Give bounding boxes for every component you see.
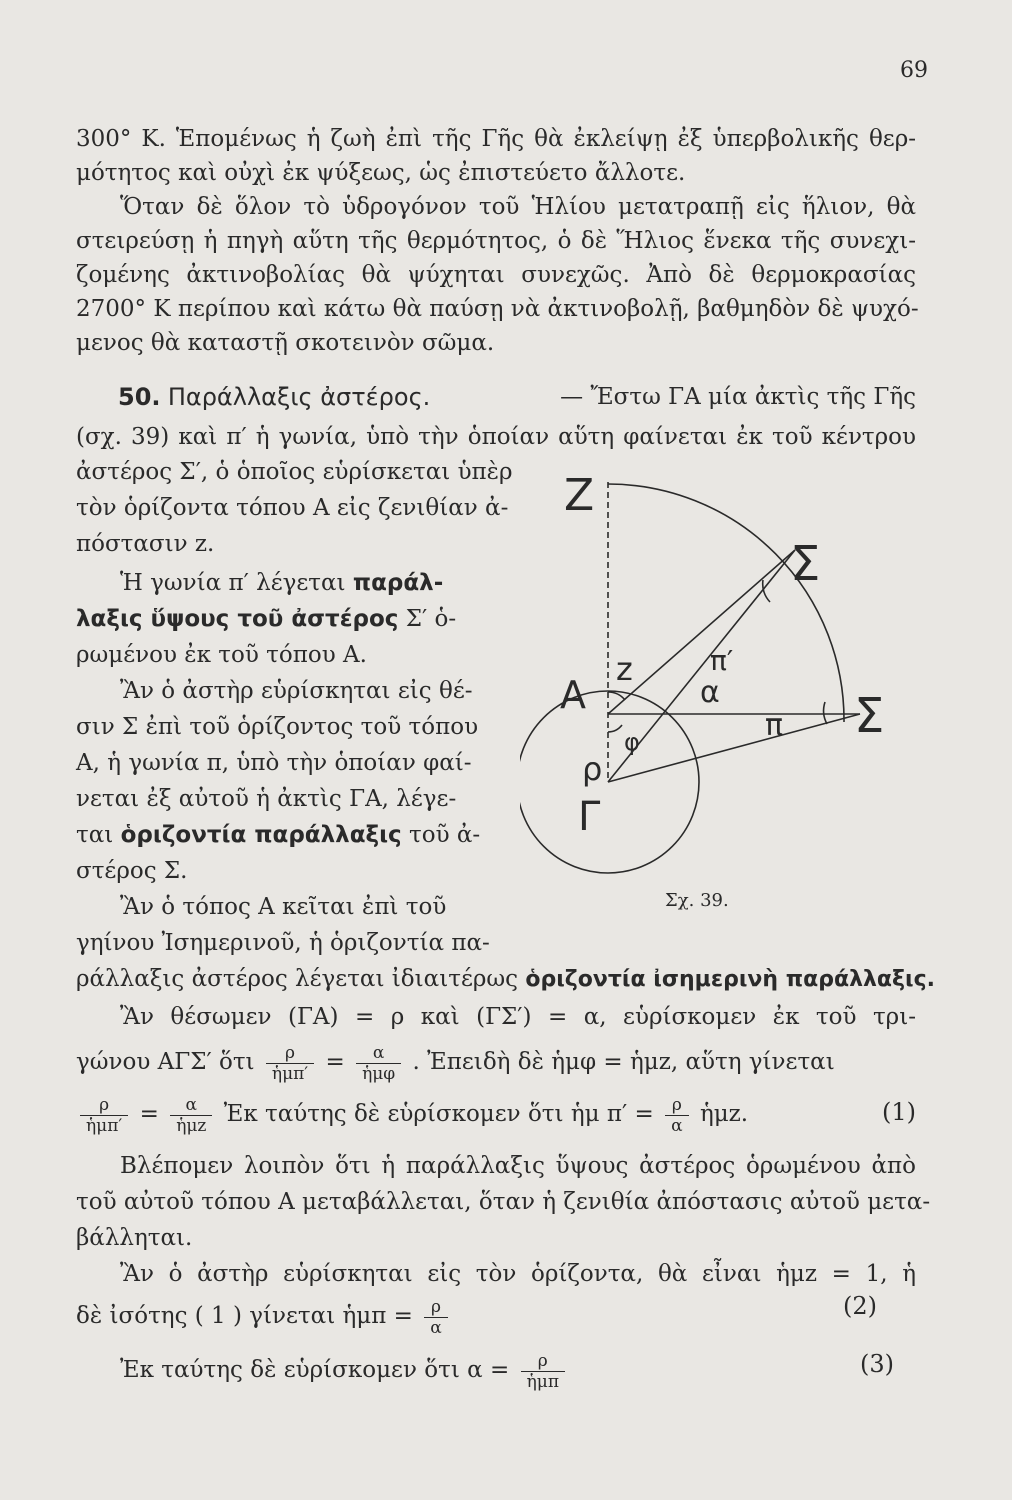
fraction-numerator: ρ — [521, 1351, 565, 1372]
fraction-numerator: ρ — [80, 1095, 128, 1116]
fraction-numerator: ρ — [266, 1043, 314, 1064]
text-span: — Ἔστω ΓΑ μία ἀκτὶς τῆς Γῆς — [560, 384, 916, 410]
text-line: ρωμένου ἐκ τοῦ τόπου Α. — [76, 642, 367, 668]
page-number: 69 — [900, 58, 928, 83]
fig-label: z — [616, 650, 633, 688]
fig-label: π — [765, 708, 784, 743]
text-span: Ἐκ ταύτης δὲ εὑρίσκομεν ὅτι α = — [120, 1357, 510, 1383]
equals-sign: = — [325, 1049, 345, 1075]
fraction — [170, 1095, 212, 1136]
text-line: 2700° Κ περίπου καὶ κάτω θὰ παύσῃ νὰ ἀκτινοβολῇ, βαθμηδὸν δὲ ψυχό- — [76, 296, 919, 322]
fig-label: Σ — [854, 688, 885, 744]
fraction — [424, 1297, 447, 1338]
text-line: τοῦ αὐτοῦ τόπου Α μεταβάλλεται, ὅταν ἡ ζενιθία ἀπόστασις αὐτοῦ μετα- — [76, 1189, 931, 1215]
fig-label: φ — [624, 728, 640, 756]
formula-line — [76, 1040, 916, 1084]
fraction-denominator: α — [430, 1317, 442, 1338]
text-line: γηίνου Ἰσημερινοῦ, ἡ ὁριζοντία πα- — [76, 930, 490, 956]
text-span: Σ′ ὁ- — [405, 606, 457, 632]
fig-label: Γ — [578, 794, 601, 840]
text-line: μενος θὰ καταστῇ σκοτεινὸν σῶμα. — [76, 330, 495, 356]
text-line: Ἂν ὁ ἀστὴρ εὑρίσκηται εἰς τὸν ὁρίζοντα, θὰ εἶναι ἡμz = 1, ἡ — [120, 1261, 916, 1287]
term-bold: ὁριζοντία ἰσημερινὴ παράλλαξις. — [525, 967, 935, 992]
text-line: ζομένης ἀκτινοβολίας θὰ ψύχηται συνεχῶς. Ἀπὸ δὲ θερμοκρασίας — [76, 262, 916, 288]
text-line: 300° Κ. Ἑπομένως ἡ ζωὴ ἐπὶ τῆς Γῆς θὰ ἐκλείψῃ ἐξ ὑπερβολικῆς θερ- — [76, 126, 916, 152]
text-span: Ἐκ ταύτης δὲ εὑρίσκομεν ὅτι ἡμ π′ = — [223, 1101, 654, 1127]
text-line: τὸν ὁρίζοντα τόπου Α εἰς ζενιθίαν ἀ- — [76, 495, 509, 521]
fraction — [665, 1095, 688, 1136]
text-line: βάλληται. — [76, 1225, 193, 1251]
section-heading-line — [118, 381, 916, 414]
fraction — [521, 1351, 565, 1392]
fraction-numerator: ρ — [665, 1095, 688, 1116]
equation-number: (2) — [843, 1292, 877, 1320]
fig-label: ρ — [582, 750, 603, 788]
text-line: (σχ. 39) καὶ π′ ἡ γωνία, ὑπὸ τὴν ὁποίαν αὕτη φαίνεται ἐκ τοῦ κέντρου — [76, 424, 916, 450]
text-line — [76, 603, 456, 635]
text-span: ται — [76, 822, 114, 848]
angle-arc-phi — [608, 725, 622, 732]
text-line: ἀστέρος Σ′, ὁ ὁποῖος εὑρίσκεται ὑπὲρ — [76, 459, 513, 485]
text-line: μότητος καὶ οὐχὶ ἐκ ψύξεως, ὡς ἐπιστεύετο ἄλλοτε. — [76, 160, 686, 186]
term-bold: ὁριζοντία παράλλαξις — [120, 822, 402, 848]
text-line: πόστασιν z. — [76, 531, 215, 557]
fig-label: A — [560, 673, 586, 717]
fraction — [356, 1043, 401, 1084]
text-line: Α, ἡ γωνία π, ὑπὸ τὴν ὁποίαν φαί- — [76, 750, 472, 776]
text-line: Ὅταν δὲ ὅλον τὸ ὑδρογόνον τοῦ Ἡλίου μετατραπῇ εἰς ἥλιον, θὰ — [120, 194, 916, 220]
text-span: δὲ ἰσότης ( 1 ) γίνεται ἡμπ = — [76, 1303, 413, 1329]
fig-label: Z — [564, 470, 595, 521]
angle-arc-z — [608, 692, 625, 700]
text-span: γώνου ΑΓΣ′ ὅτι — [76, 1049, 255, 1075]
text-span: ράλλαξις ἀστέρος λέγεται ἰδιαιτέρως — [76, 966, 519, 992]
section-number: 50. — [118, 383, 161, 411]
text-span: Ἡ γωνία π′ λέγεται — [120, 570, 346, 596]
fraction-denominator: ἡμπ — [526, 1371, 559, 1392]
fraction-denominator: ἡμφ — [362, 1063, 396, 1084]
text-line: νεται ἐξ αὐτοῦ ἡ ἀκτὶς ΓΑ, λέγε- — [76, 786, 457, 812]
equation-number: (3) — [860, 1350, 894, 1378]
text-line: Ἂν θέσωμεν (ΓΑ) = ρ καὶ (ΓΣ′) = α, εὑρίσκομεν ἐκ τοῦ τρι- — [120, 1004, 916, 1030]
text-line: Ἂν ὁ ἀστὴρ εὑρίσκηται εἰς θέ- — [120, 678, 473, 704]
fraction-denominator: ἡμπ′ — [271, 1063, 309, 1084]
text-line: Βλέπομεν λοιπὸν ὅτι ἡ παράλλαξις ὕψους ἀστέρος ὁρωμένου ἀπὸ — [120, 1153, 916, 1179]
angle-arc-pi — [824, 702, 827, 724]
equals-sign: = — [139, 1101, 159, 1127]
fraction-denominator: α — [671, 1115, 683, 1136]
fig-label: Σ — [790, 536, 821, 592]
figure-39-diagram — [520, 470, 900, 910]
text-line: σιν Σ ἐπὶ τοῦ ὁρίζοντος τοῦ τόπου — [76, 714, 479, 740]
fraction-numerator: α — [170, 1095, 212, 1116]
fraction-numerator: ρ — [424, 1297, 447, 1318]
equation-number: (1) — [882, 1098, 916, 1126]
text-line — [76, 819, 480, 851]
celestial-arc — [608, 484, 844, 722]
text-line: στέρος Σ. — [76, 858, 188, 884]
text-line — [120, 567, 443, 599]
formula-line — [76, 1092, 916, 1136]
fraction-denominator: ἡμπ′ — [86, 1115, 123, 1136]
text-span: . Ἐπειδὴ δὲ ἡμφ = ἡμz, αὕτη γίνεται — [412, 1049, 835, 1075]
section-title: Παράλλαξις ἀστέρος. — [167, 383, 431, 411]
fraction — [80, 1095, 128, 1136]
line-Gamma-sigma — [608, 714, 860, 782]
text-line: στειρεύσῃ ἡ πηγὴ αὕτη τῆς θερμότητος, ὁ δὲ Ἥλιος ἕνεκα τῆς συνεχι- — [76, 228, 916, 254]
term-bold: παράλ- — [352, 570, 444, 596]
formula-line — [120, 1348, 569, 1392]
text-span: τοῦ ἀ- — [409, 822, 481, 848]
fraction — [266, 1043, 314, 1084]
text-line — [76, 963, 935, 996]
text-line: Ἂν ὁ τόπος Α κεῖται ἐπὶ τοῦ — [120, 894, 447, 920]
fig-label: π′ — [710, 644, 734, 677]
fig-label: α — [700, 675, 720, 710]
text-span: ἡμz. — [699, 1101, 749, 1127]
fraction-numerator: α — [356, 1043, 401, 1064]
figure-caption: Σχ. 39. — [665, 890, 729, 911]
fraction-denominator: ἡμz — [176, 1115, 207, 1136]
term-bold: λαξις ὕψους τοῦ ἀστέρος — [76, 606, 399, 632]
formula-line — [76, 1294, 452, 1338]
